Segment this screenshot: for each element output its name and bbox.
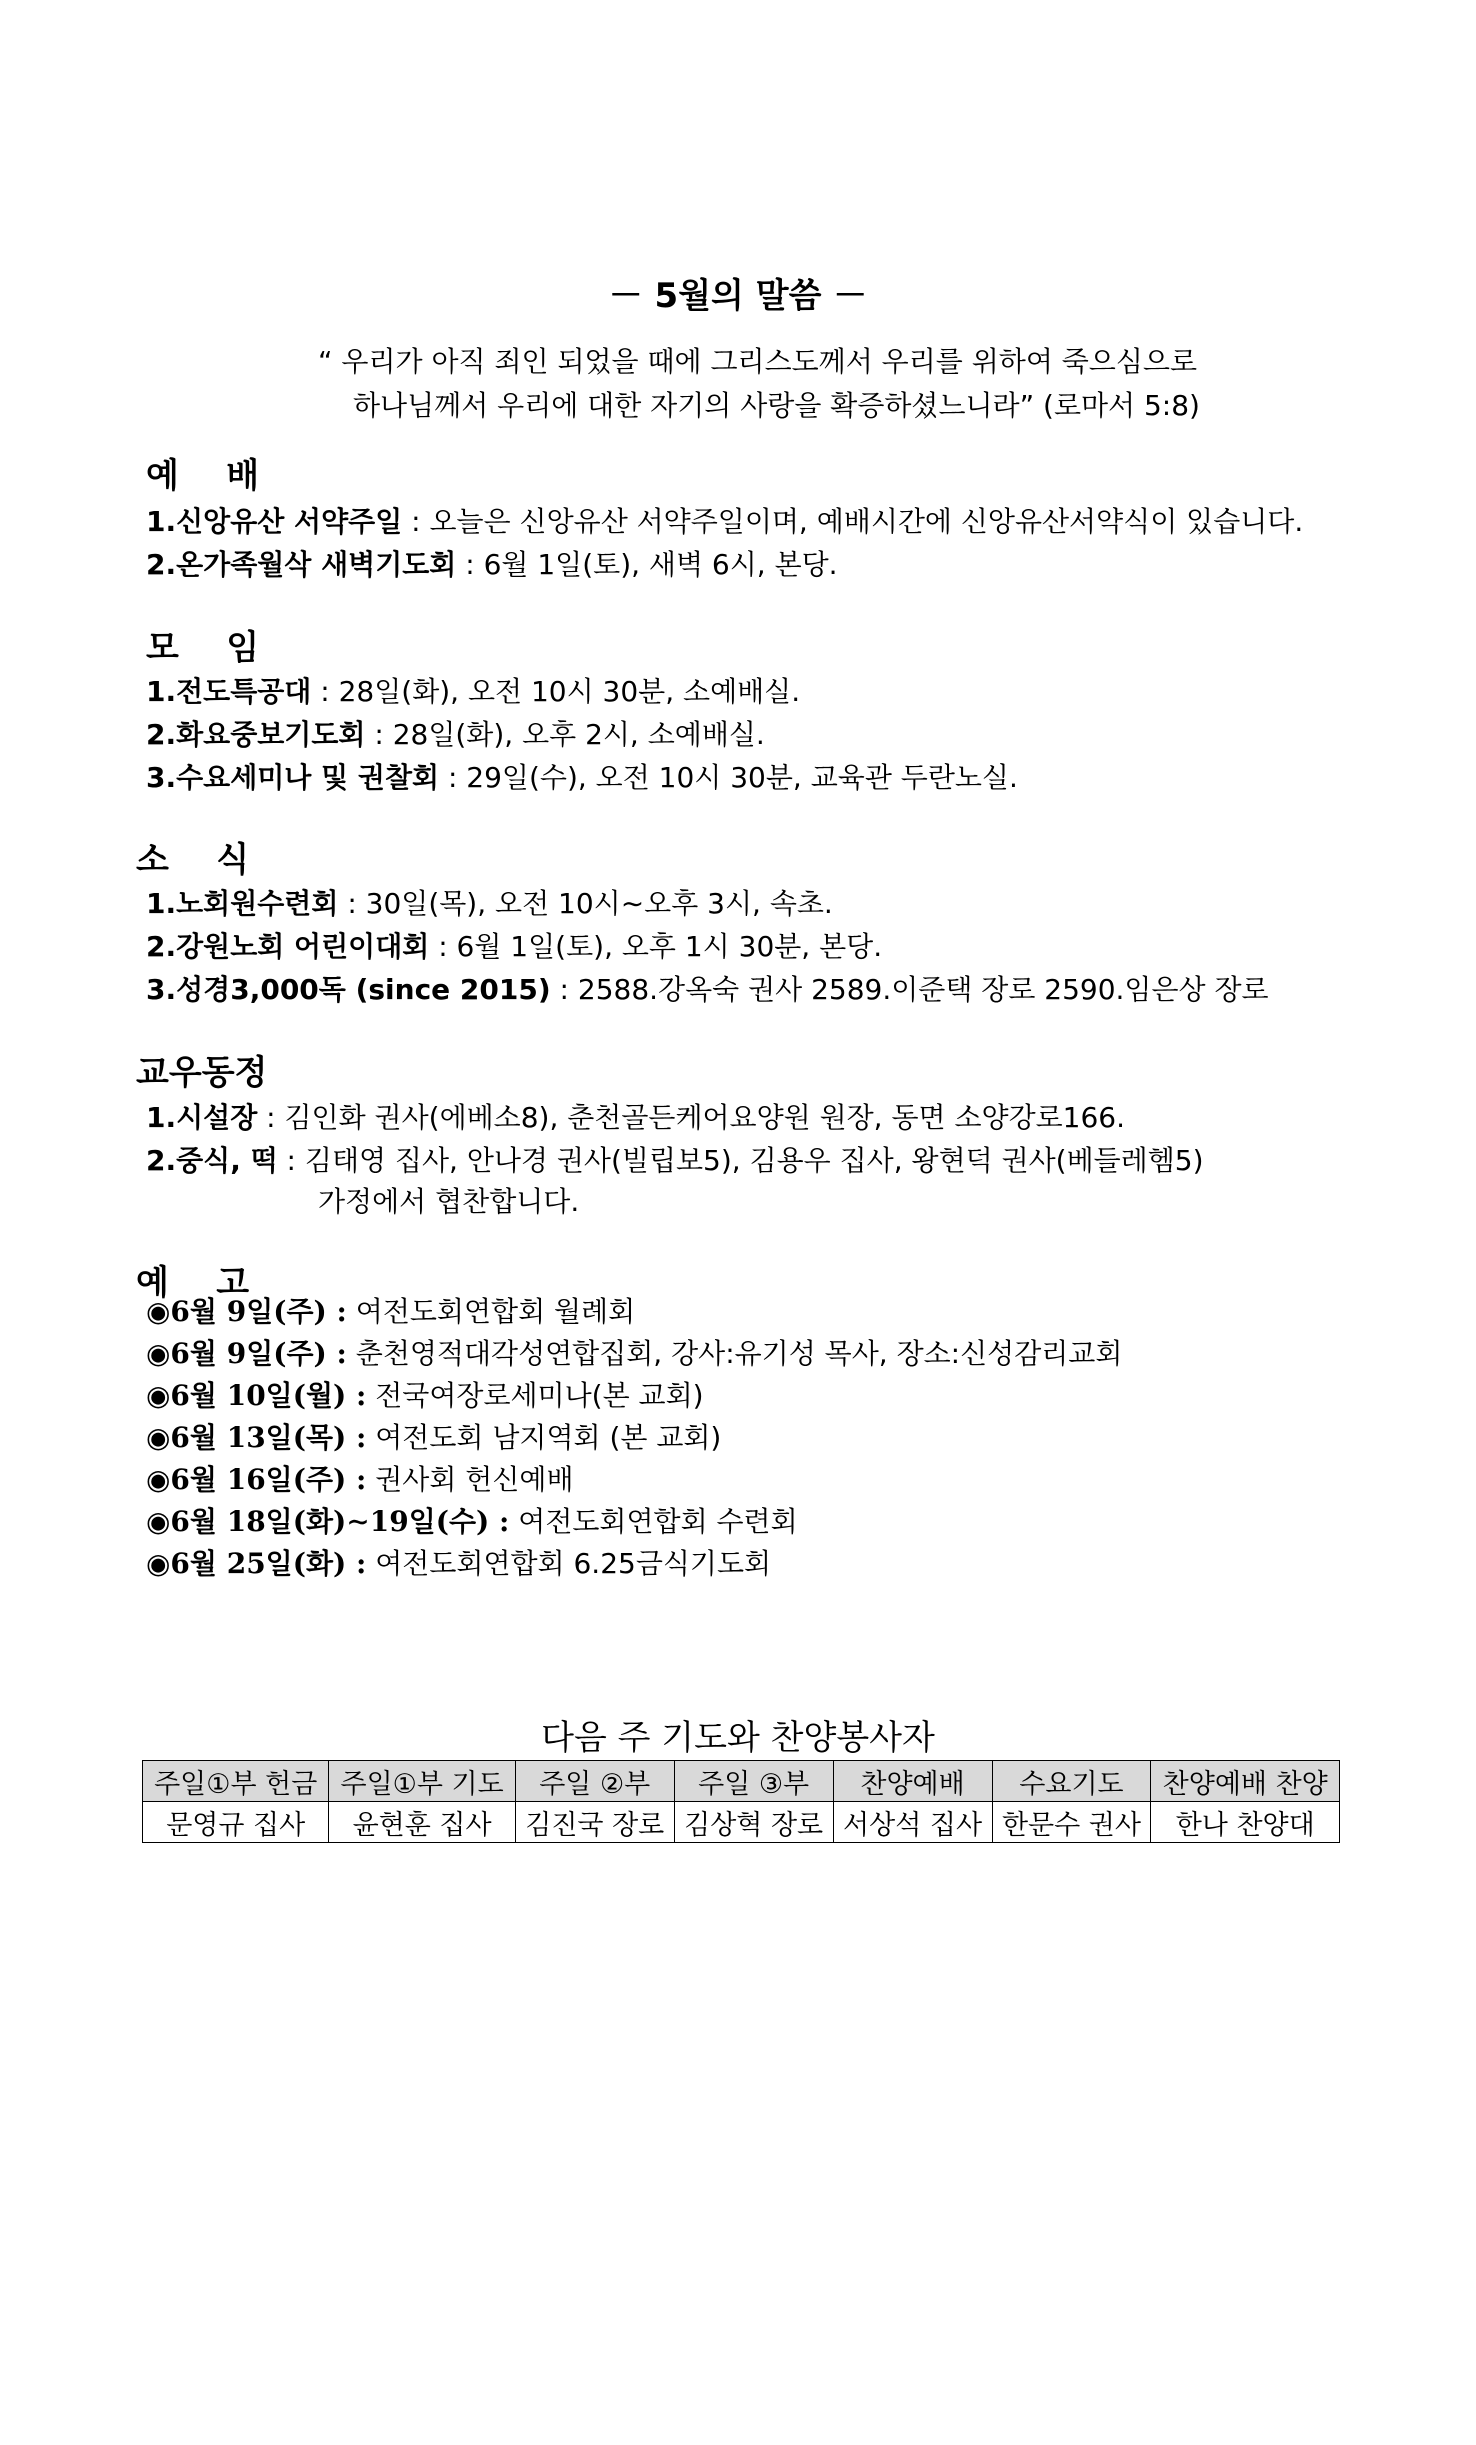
table-cell: 김진국 장로 — [515, 1802, 674, 1843]
table-header-cell: 주일 ②부 — [515, 1761, 674, 1802]
verse-line-1: “ 우리가 아직 죄인 되었을 때에 그리스도께서 우리를 위하여 죽으심으로 — [318, 345, 1198, 378]
announcement-date: ◉6월 25일(화) : — [146, 1547, 367, 1580]
item-label: 1.전도특공대 — [146, 675, 312, 708]
item-text: : 김인화 권사(에베소8), 춘천골든케어요양원 원장, 동면 소양강로166. — [257, 1101, 1126, 1134]
announcement-text: 권사회 헌신예배 — [366, 1463, 574, 1496]
announcement-item — [146, 1416, 721, 1456]
announcement-text: 여전도회연합회 6.25금식기도회 — [366, 1547, 772, 1580]
announcement-date: ◉6월 13일(목) : — [146, 1421, 367, 1454]
announcement-item — [146, 1500, 798, 1540]
item-text: : 29일(수), 오전 10시 30분, 교육관 두란노실. — [439, 761, 1018, 794]
item-text: : 오늘은 신앙유산 서약주일이며, 예배시간에 신앙유산서약식이 있습니다. — [402, 505, 1304, 538]
announcement-date: ◉6월 10일(월) : — [146, 1379, 367, 1412]
item-text: : 6월 1일(토), 새벽 6시, 본당. — [456, 548, 838, 581]
announcement-date: ◉6월 16일(주) : — [146, 1463, 367, 1496]
table-cell: 문영규 집사 — [143, 1802, 329, 1843]
worship-item — [146, 500, 1303, 540]
announcement-item — [146, 1542, 771, 1582]
worship-heading: 예 배 — [146, 456, 260, 496]
item-text: : 김태영 집사, 안나경 권사(빌립보5), 김용우 집사, 왕현덕 권사(베들레헴5) — [277, 1144, 1204, 1177]
announcement-text: 전국여장로세미나(본 교회) — [366, 1379, 704, 1412]
item-label: 2.화요중보기도회 — [146, 718, 366, 751]
members-item — [146, 1139, 1204, 1179]
item-label: 2.강원노회 어린이대회 — [146, 930, 430, 963]
announcement-item — [146, 1332, 1122, 1372]
item-label: 3.수요세미나 및 권찰회 — [146, 761, 440, 794]
news-item — [146, 968, 1269, 1008]
meetings-heading: 모 임 — [146, 628, 260, 668]
servers-table-title: 다음 주 기도와 찬양봉사자 — [541, 1718, 935, 1758]
announcement-date: ◉6월 9일(주) : — [146, 1295, 347, 1328]
page-title: － 5월의 말씀 － — [608, 276, 868, 316]
announcement-text: 여전도회 남지역회 (본 교회) — [366, 1421, 722, 1454]
item-label: 1.노회원수련회 — [146, 887, 339, 920]
announcement-text: 여전도회연합회 수련회 — [509, 1505, 798, 1538]
meetings-item — [146, 713, 765, 753]
announcement-item — [146, 1374, 704, 1414]
item-text: : 30일(목), 오전 10시∼오후 3시, 속초. — [338, 887, 833, 920]
item-text: : 28일(화), 오후 2시, 소예배실. — [365, 718, 765, 751]
news-heading: 소 식 — [136, 840, 250, 880]
table-cell: 한나 찬양대 — [1151, 1802, 1340, 1843]
table-cell: 서상석 집사 — [833, 1802, 992, 1843]
table-row — [143, 1802, 1340, 1843]
meetings-item — [146, 756, 1018, 796]
servers-table — [142, 1760, 1340, 1843]
table-cell: 김상혁 장로 — [674, 1802, 833, 1843]
members-heading: 교우동정 — [136, 1053, 268, 1093]
announcement-text: 춘천영적대각성연합집회, 강사:유기성 목사, 장소:신성감리교회 — [346, 1337, 1123, 1370]
table-header-cell: 주일①부 기도 — [329, 1761, 515, 1802]
table-cell: 한문수 권사 — [992, 1802, 1151, 1843]
members-item — [146, 1096, 1125, 1136]
item-label: 1.신앙유산 서약주일 — [146, 505, 403, 538]
table-header-cell: 찬양예배 찬양 — [1151, 1761, 1340, 1802]
worship-item — [146, 543, 838, 583]
table-cell: 윤현훈 집사 — [329, 1802, 515, 1843]
item-label: 3.성경3,000독 (since 2015) — [146, 973, 551, 1006]
item-label: 2.중식, 떡 — [146, 1144, 278, 1177]
members-continuation: 가정에서 협찬합니다. — [318, 1185, 580, 1218]
announcement-date: ◉6월 9일(주) : — [146, 1337, 347, 1370]
item-text: : 2588.강옥숙 권사 2589.이준택 장로 2590.임은상 장로 — [550, 973, 1269, 1006]
announcement-date: ◉6월 18일(화)∼19일(수) : — [146, 1505, 510, 1538]
announcements-heading: 예 고 — [136, 1263, 250, 1303]
news-item — [146, 925, 882, 965]
meetings-item — [146, 670, 800, 710]
item-label: 1.시설장 — [146, 1101, 258, 1134]
table-header-cell: 주일 ③부 — [674, 1761, 833, 1802]
news-item — [146, 882, 833, 922]
item-text: : 28일(화), 오전 10시 30분, 소예배실. — [311, 675, 801, 708]
item-label: 2.온가족월삭 새벽기도회 — [146, 548, 457, 581]
table-header-row — [143, 1761, 1340, 1802]
table-header-cell: 찬양예배 — [833, 1761, 992, 1802]
announcement-item — [146, 1458, 574, 1498]
item-text: : 6월 1일(토), 오후 1시 30분, 본당. — [429, 930, 883, 963]
announcement-text: 여전도회연합회 월례회 — [346, 1295, 636, 1328]
announcement-item — [146, 1290, 635, 1330]
verse-line-2: 하나님께서 우리에 대한 자기의 사랑을 확증하셨느니라” (로마서 5:8) — [353, 389, 1200, 422]
table-header-cell: 수요기도 — [992, 1761, 1151, 1802]
table-header-cell: 주일①부 헌금 — [143, 1761, 329, 1802]
